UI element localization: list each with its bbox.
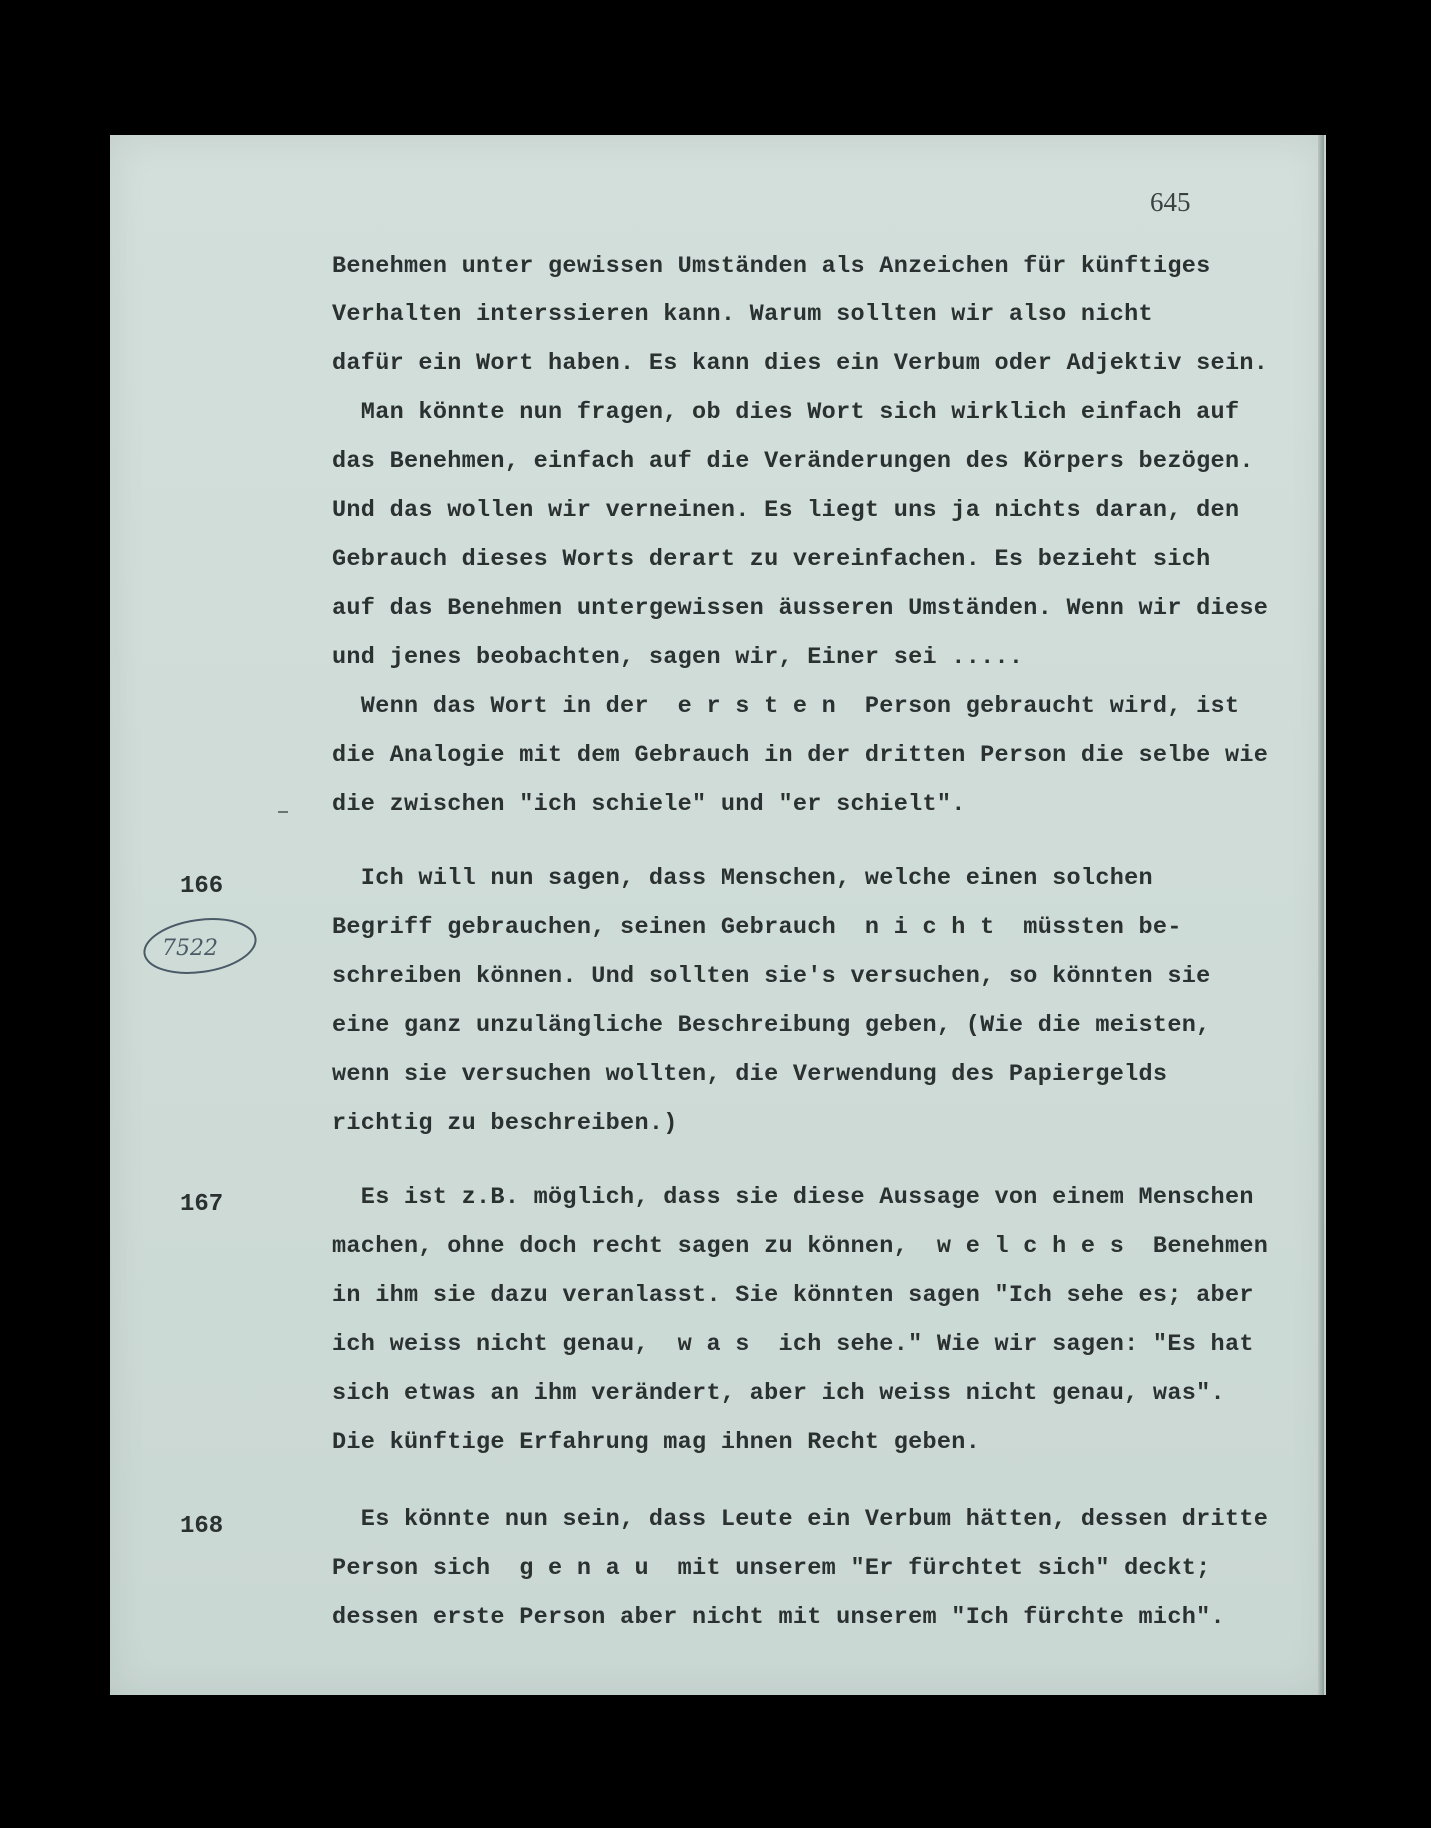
text-line: in ihm sie dazu veranlasst. Sie könnten sagen "Ich sehe es; aber (332, 1282, 1254, 1309)
text-line: Gebrauch dieses Worts derart zu vereinfachen. Es bezieht sich (332, 546, 1211, 573)
page-number: 645 (1150, 187, 1191, 217)
text-line: Benehmen unter gewissen Umständen als Anzeichen für künftiges (332, 253, 1211, 280)
text-line: sich etwas an ihm verändert, aber ich weiss nicht genau, was". (332, 1380, 1225, 1407)
margin-dash-mark (278, 811, 288, 813)
svg-text:7522: 7522 (162, 936, 218, 961)
margin-number-166: 166 (180, 873, 224, 900)
text-line: Die künftige Erfahrung mag ihnen Recht geben. (332, 1429, 981, 1456)
text-line: Wenn das Wort in der e r s t e n Person gebraucht wird, ist (332, 693, 1240, 720)
text-line: wenn sie versuchen wollten, die Verwendung des Papiergelds (332, 1061, 1168, 1088)
text-line: Person sich g e n a u mit unserem "Er fürchtet sich" deckt; (332, 1555, 1211, 1582)
text-line: die zwischen "ich schiele" und "er schielt". (332, 791, 966, 818)
handwritten-note-7522 (140, 913, 260, 979)
text-line: Es könnte nun sein, dass Leute ein Verbum hätten, dessen dritte (332, 1506, 1269, 1533)
text-line: dessen erste Person aber nicht mit unserem "Ich fürchte mich". (332, 1604, 1225, 1631)
text-line: Ich will nun sagen, dass Menschen, welche einen solchen (332, 865, 1153, 892)
text-line: ich weiss nicht genau, w a s ich sehe." Wie wir sagen: "Es hat (332, 1331, 1254, 1358)
text-line: das Benehmen, einfach auf die Veränderungen des Körpers bezögen. (332, 448, 1254, 475)
page-edge (1318, 135, 1324, 1695)
text-line: richtig zu beschreiben.) (332, 1110, 678, 1137)
text-line: Begriff gebrauchen, seinen Gebrauch n i c h t müssten be- (332, 914, 1182, 941)
text-line: dafür ein Wort haben. Es kann dies ein Verbum oder Adjektiv sein. (332, 350, 1269, 377)
text-line: und jenes beobachten, sagen wir, Einer sei ..... (332, 644, 1024, 671)
text-line: schreiben können. Und sollten sie's versuchen, so könnten sie (332, 963, 1211, 990)
text-line: Es ist z.B. möglich, dass sie diese Aussage von einem Menschen (332, 1184, 1254, 1211)
margin-number-168: 168 (180, 1513, 224, 1540)
text-line: Und das wollen wir verneinen. Es liegt uns ja nichts daran, den (332, 497, 1240, 524)
text-line: Man könnte nun fragen, ob dies Wort sich wirklich einfach auf (332, 399, 1240, 426)
text-line: auf das Benehmen untergewissen äusseren Umständen. Wenn wir diese (332, 595, 1269, 622)
text-line: Verhalten interssieren kann. Warum sollten wir also nicht (332, 301, 1153, 328)
text-line: eine ganz unzulängliche Beschreibung geben, (Wie die meisten, (332, 1012, 1211, 1039)
text-line: machen, ohne doch recht sagen zu können, w e l c h e s Benehmen (332, 1233, 1269, 1260)
margin-number-167: 167 (180, 1191, 224, 1218)
typescript-page (110, 135, 1326, 1695)
text-line: die Analogie mit dem Gebrauch in der dritten Person die selbe wie (332, 742, 1269, 769)
